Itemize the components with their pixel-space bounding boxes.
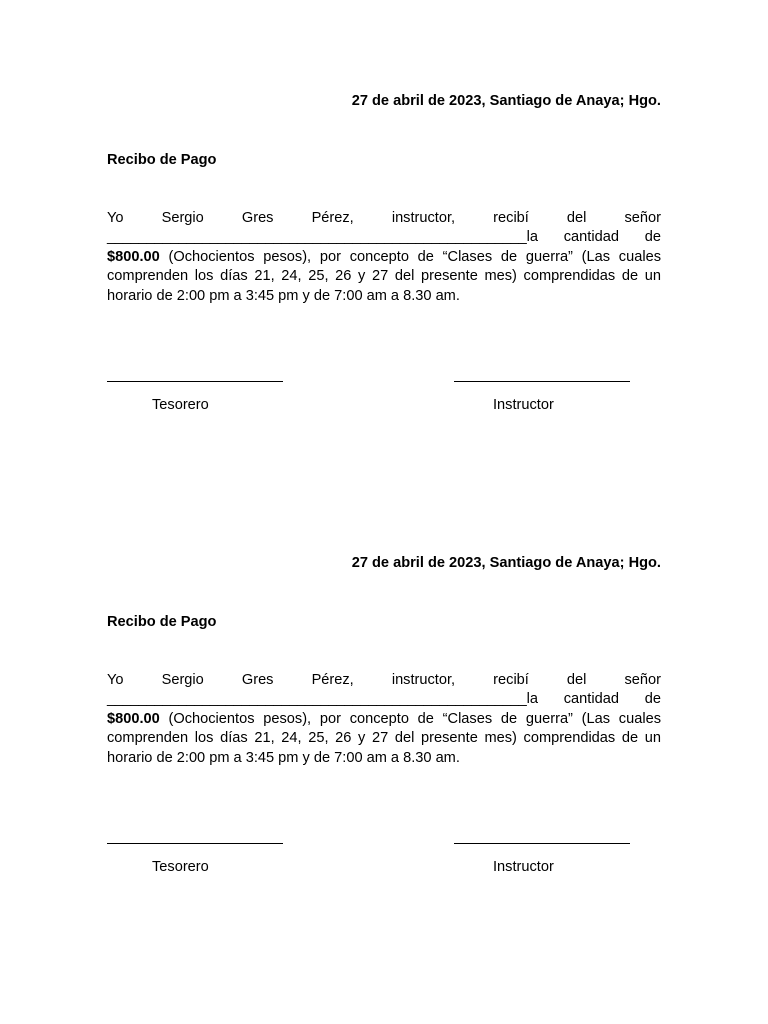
signature-label-instructor: Instructor	[493, 859, 554, 875]
receipt-body-rest: (Ochocientos pesos), por concepto de “Clases de guerra” (Las cuales comprenden los días 21, 24, 25, 26 y 27 del presente mes) comprendidas de un horario de 2:00 pm a 3:45 pm y de 7:00 am a 8.30 am.	[107, 710, 661, 766]
signature-label-treasurer: Tesorero	[152, 859, 209, 875]
date-place: 27 de abril de 2023, Santiago de Anaya; Hgo.	[351, 555, 661, 571]
receipt-body	[107, 671, 661, 768]
amount-prefix: la cantidad de	[526, 691, 661, 708]
signature-label-treasurer: Tesorero	[152, 397, 209, 413]
receipt-body-rest: (Ochocientos pesos), por concepto de “Clases de guerra” (Las cuales comprenden los días 21, 24, 25, 26 y 27 del presente mes) comprendidas de un horario de 2:00 pm a 3:45 pm y de 7:00 am a 8.30 am.	[107, 248, 661, 304]
amount: $800.00	[107, 248, 160, 265]
signature-line-right	[454, 381, 630, 382]
receipt-intro: Yo Sergio Gres Pérez, instructor, recibí del señor	[107, 210, 661, 226]
amount-prefix: la cantidad de	[526, 229, 661, 246]
receipt-title: Recibo de Pago	[107, 614, 217, 630]
signature-line-right	[454, 843, 630, 844]
receipt-2	[107, 553, 661, 893]
receipt-title: Recibo de Pago	[107, 152, 217, 168]
signature-label-instructor: Instructor	[493, 397, 554, 413]
amount: $800.00	[107, 710, 160, 727]
signature-line-left	[107, 381, 283, 382]
signature-line-left	[107, 843, 283, 844]
recipient-blank: _____________________________________________________	[107, 229, 527, 246]
receipt-body	[107, 209, 661, 306]
date-place: 27 de abril de 2023, Santiago de Anaya; Hgo.	[351, 93, 661, 109]
recipient-blank: _____________________________________________________	[107, 691, 527, 708]
receipt-1	[107, 91, 661, 431]
receipt-intro: Yo Sergio Gres Pérez, instructor, recibí del señor	[107, 672, 661, 688]
